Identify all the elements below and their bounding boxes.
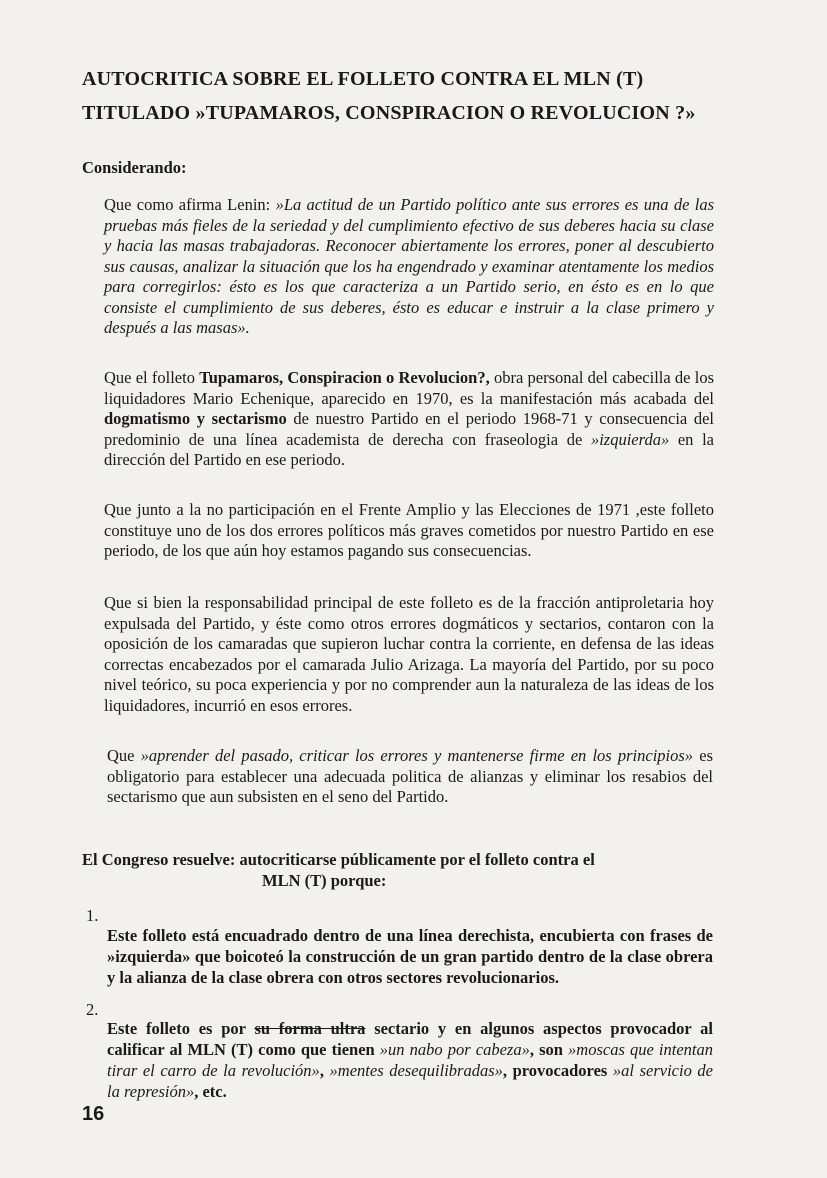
resolution-line-2: MLN (T) porque: (262, 871, 387, 890)
paragraph-lead: Que como afirma Lenin: (104, 195, 276, 214)
text-run: es obligatorio para establecer una adecuada politica de alianzas y eliminar los resabios del sectarismo que aun subsisten en el seno del Partido. (107, 746, 713, 806)
considerando-heading: Considerando: (82, 158, 187, 177)
text-run: obra personal del cabecilla de los liquidadores Mario Echenique, aparecido en 1970, es la manifestación más acabada del (104, 368, 715, 408)
resolution-line-1: El Congreso resuelve: autocriticarse públicamente por el folleto contra el (82, 850, 595, 869)
text-run: Que (107, 746, 141, 765)
paragraph-lenin-quote (104, 195, 714, 339)
resolution-item-2 (107, 1018, 713, 1102)
text-run: Que el folleto (104, 368, 200, 387)
emphasis: dogmatismo y sectarismo (104, 409, 287, 428)
text-run: de nuestro Partido en el periodo 1968-71 y consecuencia del predominio de una línea academista de derecha con fraseologia de (104, 409, 714, 449)
page-number: 16 (82, 1103, 105, 1125)
text-run: , (319, 1061, 330, 1080)
resolution-heading (82, 849, 712, 891)
quoted-principle: »aprender del pasado, criticar los errores y mantenerse firme en los principios» (140, 746, 694, 765)
paragraph-folleto (104, 368, 714, 471)
text-run: , son (529, 1040, 569, 1059)
paragraph-aprender (107, 746, 713, 808)
text-run: en la dirección del Partido en ese periodo. (104, 429, 714, 469)
folleto-title: Tupamaros, Conspiracion o Revolucion?, (199, 368, 490, 387)
item-number: 1. (86, 906, 99, 925)
quoted-phrase: »mentes desequilibradas» (329, 1061, 503, 1080)
text-run: sectario y en algunos aspectos provocador al calificar al MLN (T) como que tienen (107, 1019, 713, 1059)
paragraph-frente-amplio: Que junto a la no participación en el Frente Amplio y las Elecciones de 1971 ,este folleto constituye uno de los dos errores políticos más graves cometidos por nuestro Partido en ese periodo, de los que aún hoy estamos pagando sus consecuencias. (104, 500, 714, 560)
resolution-item-1: Este folleto está encuadrado dentro de una línea derechista, encubierta con frases de »izquierda» que boicoteó la construcción de un gran partido dentro de la clase obrera y la alianza de la clase obrera con otros sectores revolucionarios. (107, 926, 713, 987)
quoted-phrase: »un nabo por cabeza» (379, 1040, 530, 1059)
title-line-2: TITULADO »TUPAMAROS, CONSPIRACION O REVOLUCION ?» (82, 102, 696, 124)
text-run: Este folleto es por (107, 1019, 255, 1038)
quoted-term: »izquierda» (590, 429, 670, 449)
paragraph-responsabilidad: Que si bien la responsabilidad principal de este folleto es de la fracción antiproletaria hoy expulsada del Partido, y éste como otros errores dogmáticos y sectarios, contaron con la oposición de los camaradas que supieron luchar contra la corriente, en defensa de las ideas correctas encabezados por el camarada Julio Arizaga. La mayoría del Partido, por su poco nivel teórico, su poca experiencia y por no comprender aun la naturaleza de las ideas de los liquidadores, incurrió en esos errores. (104, 593, 714, 715)
struck-text: su forma ultra (254, 1019, 366, 1038)
quoted-phrase: »al servicio de la represión» (107, 1061, 714, 1101)
text-run: , provocadores (502, 1061, 613, 1080)
title-line-1: AUTOCRITICA SOBRE EL FOLLETO CONTRA EL MLN (T) (82, 68, 644, 90)
text-run: , etc. (194, 1082, 227, 1101)
lenin-quote: »La actitud de un Partido político ante sus errores es una de las pruebas más fieles de la seriedad y del cumplimiento efectivo de sus deberes hacia su clase y hacia las masas trabajadoras. Reconocer abiertamente los errores, poner al descubierto sus causas, analizar la situación que los ha engendrado y examinar atentamente los medios para corregirlos: ésto es los que caracteriza a un Partido serio, en ésto es en lo que consiste el cumplimiento de sus deberes, ésto es educar e instruir a la clase primero y después a las masas». (104, 195, 714, 337)
item-number: 2. (86, 1000, 99, 1019)
page-title (82, 62, 782, 130)
quoted-phrase: »moscas que intentan tirar el carro de la revolución» (107, 1040, 713, 1080)
